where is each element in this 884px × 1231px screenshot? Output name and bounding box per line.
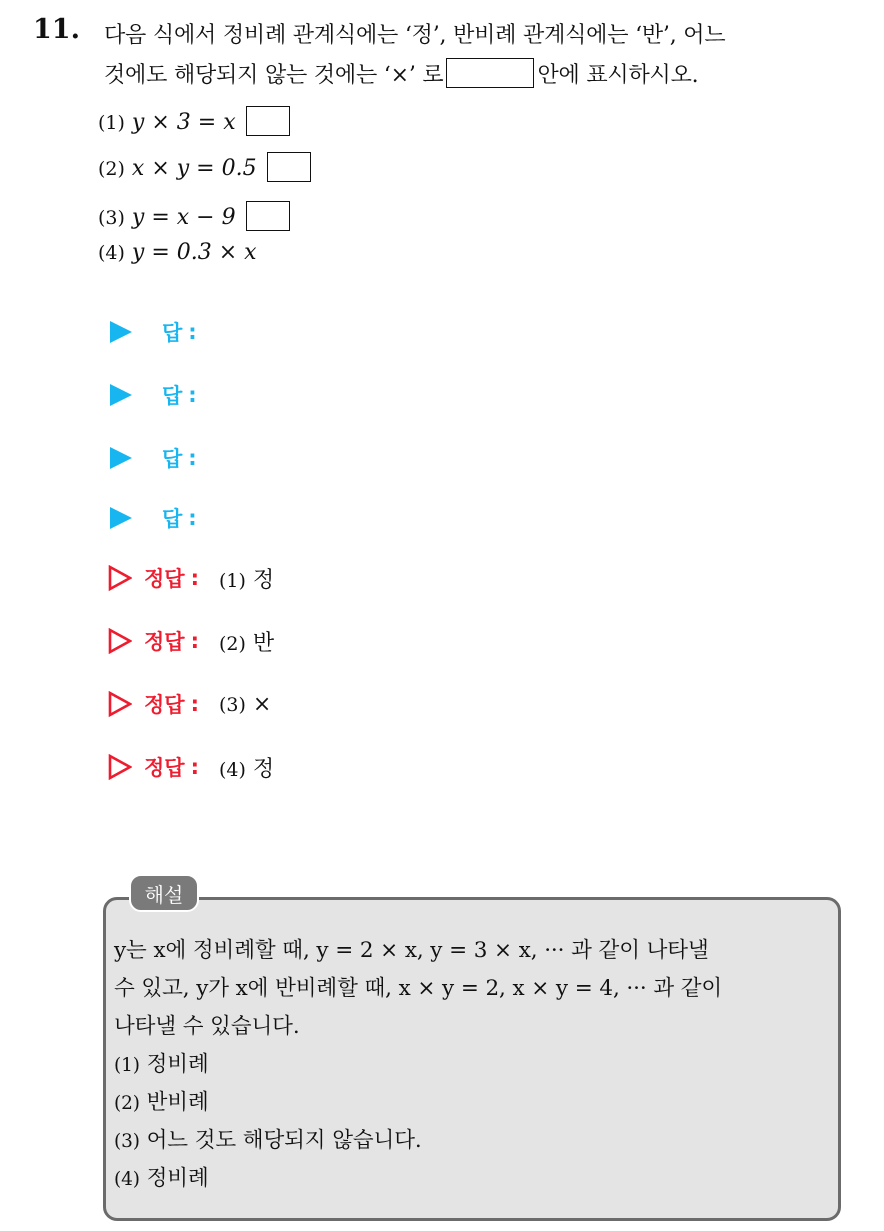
- answer-text: ×: [252, 691, 272, 717]
- answer-colon: :: [188, 446, 197, 470]
- solution-item-number: (4): [114, 1169, 140, 1190]
- answer-box[interactable]: [246, 106, 290, 136]
- question-text-line2-post: 안에 표시하시오.: [537, 63, 699, 88]
- solution-line-2: 수 있고, y가 x에 반비례할 때, x × y = 2, x × y = 4, ··· 과 같이: [114, 976, 723, 1001]
- correct-answer-colon: :: [190, 566, 199, 590]
- solution-item-1: [114, 1047, 209, 1078]
- correct-answer-1: [108, 561, 274, 595]
- play-triangle-icon: [110, 447, 132, 469]
- correct-answer-colon: :: [190, 755, 199, 779]
- answer-label: 답: [162, 384, 183, 408]
- blank-box-example: [446, 58, 534, 88]
- answer-row-4[interactable]: [110, 503, 197, 533]
- solution-item-number: (1): [114, 1055, 140, 1076]
- correct-answer-label: 정답: [144, 693, 185, 717]
- correct-answer-value: [219, 692, 271, 717]
- outline-triangle-icon: [108, 565, 132, 591]
- answer-row-3[interactable]: [110, 443, 197, 473]
- correct-answer-colon: :: [190, 692, 199, 716]
- question-text-line1: 다음 식에서 정비례 관계식에는 ‘정’, 반비례 관계식에는 ‘반’, 어느: [104, 23, 726, 48]
- solution-item-text: 반비례: [146, 1090, 209, 1115]
- answer-number: (2): [218, 632, 246, 655]
- correct-answer-colon: :: [190, 629, 199, 653]
- answer-label: 답: [162, 321, 183, 345]
- answer-box[interactable]: [267, 152, 311, 182]
- correct-answer-3: [108, 687, 271, 721]
- solution-line-1: y는 x에 정비례할 때, y = 2 × x, y = 3 × x, ··· 과 같이 나타낼: [114, 938, 709, 963]
- item-expression: y × 3 = x: [131, 110, 236, 135]
- question-item-2: [98, 152, 311, 182]
- correct-answer-2: [108, 624, 274, 658]
- question-number: 11.: [33, 14, 80, 45]
- solution-item-3: [114, 1123, 422, 1154]
- correct-answer-value: [219, 752, 274, 783]
- play-triangle-icon: [110, 507, 132, 529]
- answer-text: 정: [252, 756, 275, 782]
- item-expression: x × y = 0.5: [131, 156, 257, 181]
- answer-box[interactable]: [246, 201, 290, 231]
- answer-row-1[interactable]: [110, 317, 197, 347]
- solution-item-number: (2): [114, 1093, 140, 1114]
- item-number: (2): [98, 158, 125, 180]
- play-triangle-icon: [110, 321, 132, 343]
- question-text-line2: [104, 58, 698, 89]
- outline-triangle-icon: [108, 691, 132, 717]
- correct-answer-label: 정답: [144, 756, 185, 780]
- solution-line-3: 나타낼 수 있습니다.: [114, 1014, 300, 1039]
- answer-text: 반: [252, 630, 275, 656]
- question-text-line2-pre: 것에도 해당되지 않는 것에는 ‘×’ 로: [104, 63, 444, 88]
- item-number: (1): [98, 112, 125, 134]
- solution-item-2: [114, 1085, 209, 1116]
- item-number: (4): [98, 242, 125, 264]
- item-expression: y = x − 9: [131, 205, 236, 230]
- answer-number: (4): [218, 758, 246, 781]
- outline-triangle-icon: [108, 754, 132, 780]
- play-triangle-icon: [110, 384, 132, 406]
- answer-label: 답: [162, 447, 183, 471]
- solution-item-number: (3): [114, 1131, 140, 1152]
- correct-answer-value: [219, 563, 274, 594]
- correct-answer-label: 정답: [144, 630, 185, 654]
- answer-number: (3): [218, 693, 246, 716]
- answer-colon: :: [188, 506, 197, 530]
- solution-item-text: 어느 것도 해당되지 않습니다.: [146, 1128, 422, 1153]
- solution-tag: 해설: [129, 874, 199, 912]
- answer-row-2[interactable]: [110, 380, 197, 410]
- question-item-1: [98, 106, 290, 136]
- item-expression: y = 0.3 × x: [131, 240, 257, 265]
- solution-item-text: 정비례: [146, 1052, 209, 1077]
- answer-label: 답: [162, 507, 183, 531]
- question-item-3: [98, 201, 290, 231]
- answer-text: 정: [252, 567, 275, 593]
- answer-number: (1): [218, 569, 246, 592]
- answer-colon: :: [188, 320, 197, 344]
- correct-answer-label: 정답: [144, 567, 185, 591]
- question-item-4: [98, 240, 257, 265]
- correct-answer-4: [108, 750, 274, 784]
- solution-item-4: [114, 1161, 209, 1192]
- outline-triangle-icon: [108, 628, 132, 654]
- item-number: (3): [98, 207, 125, 229]
- solution-item-text: 정비례: [146, 1166, 209, 1191]
- correct-answer-value: [219, 626, 274, 657]
- answer-colon: :: [188, 383, 197, 407]
